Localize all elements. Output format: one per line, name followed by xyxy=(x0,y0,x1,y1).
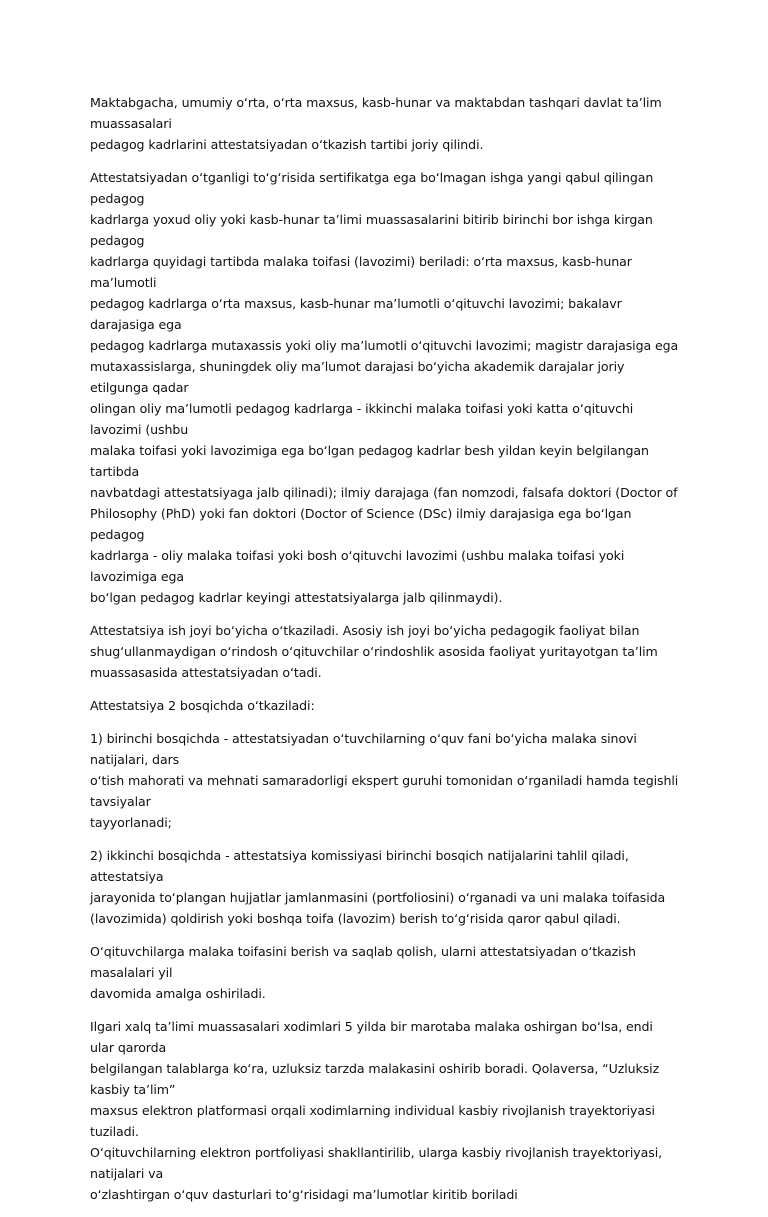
paragraph-continuous-training: Ilgari xalq ta’limi muassasalari xodimlari 5 yilda bir marotaba malaka oshirgan bo‘lsa, endi ular qarorda belgilangan talablarga ko‘ra, uzluksiz tarzda malakasini oshirib boradi. Qolaversa, “Uzluksiz kasbiy ta’lim” maxsus elektron platformasi orqali xodimlarning individual kasbiy rivojlanish trayektoriyasi tuziladi. O‘qituvchilarning elektron portfoliyasi shakllantirilib, ularga kasbiy rivojlanish trayektoriyasi, natijalari va o‘zlashtirgan o‘quv dasturlari to‘g‘risidagi ma’lumotlar kiritib boriladi xyxy=(90,1019,663,1202)
document-body xyxy=(90,92,680,1217)
paragraph-stage-one: 1) birinchi bosqichda - attestatsiyadan o‘tuvchilarning o‘quv fani bo‘yicha malaka sinovi natijalari, dars o‘tish mahorati va mehnati samaradorligi ekspert guruhi tomonidan o‘rganiladi hamda tegishli tavsiyalar tayyorlanadi; xyxy=(90,731,679,830)
paragraph-workplace-attestation: Attestatsiya ish joyi bo‘yicha o‘tkaziladi. Asosiy ish joyi bo‘yicha pedagogik faoliyat bilan shug‘ullanmaydigan o‘rindosh o‘qituvchilar o‘rindoshlik asosida faoliyat yuritayotgan ta’lim muassasasida attestatsiyadan o‘tadi. xyxy=(90,623,658,680)
paragraph-qualification-categories: Attestatsiyadan o‘tganligi to‘g‘risida sertifikatga ega bo‘lmagan ishga yangi qabul qilingan pedagog kadrlarga yoxud oliy yoki kasb-hunar ta’limi muassasalarini bitirib birinchi bor ishga kirgan pedagog kadrlarga quyidagi tartibda malaka toifasi (lavozimi) beriladi: o‘rta maxsus, kasb-hunar ma’lumotli pedagog kadrlarga o‘rta maxsus, kasb-hunar ma’lumotli o‘qituvchi lavozimi; bakalavr darajasiga ega pedagog kadrlarga mutaxassis yoki oliy ma’lumotli o‘qituvchi lavozimi; magistr darajasiga ega mutaxassislarga, shuningdek oliy ma’lumot darajasi bo‘yicha akademik darajalar joriy etilgunga qadar olingan oliy ma’lumotli pedagog kadrlarga - ikkinchi malaka toifasi yoki katta o‘qituvchi lavozimi (ushbu malaka toifasi yoki lavozimiga ega bo‘lgan pedagog kadrlar besh yildan keyin belgilangan tartibda navbatdagi attestatsiyaga jalb qilinadi); ilmiy darajaga (fan nomzodi, falsafa doktori (Doctor of Philosophy (PhD) yoki fan doktori (Doctor of Science (DSc) ilmiy darajasiga ega bo‘lgan pedagog kadrlarga - oliy malaka toifasi yoki bosh o‘qituvchi lavozimi (ushbu malaka toifasi yoki lavozimiga ega bo‘lgan pedagog kadrlar keyingi attestatsiyalarga jalb qilinmaydi). xyxy=(90,170,679,605)
paragraph-year-round: O‘qituvchilarga malaka toifasini berish va saqlab qolish, ularni attestatsiyadan o‘tkazish masalalari yil davomida amalga oshiriladi. xyxy=(90,944,636,1001)
paragraph-stage-two: 2) ikkinchi bosqichda - attestatsiya komissiyasi birinchi bosqich natijalarini tahlil qiladi, attestatsiya jarayonida to‘plangan hujjatlar jamlanmasini (portfoliosini) o‘rganadi va uni malaka toifasida (lavozimida) qoldirish yoki boshqa toifa (lavozim) berish to‘g‘risida qaror qabul qiladi. xyxy=(90,848,666,926)
paragraph-intro: Maktabgacha, umumiy o‘rta, o‘rta maxsus, kasb-hunar va maktabdan tashqari davlat ta’lim muassasalari pedagog kadrlarini attestatsiyadan o‘tkazish tartibi joriy qilindi. xyxy=(90,95,662,152)
paragraph-two-stages: Attestatsiya 2 bosqichda o‘tkaziladi: xyxy=(90,698,315,713)
